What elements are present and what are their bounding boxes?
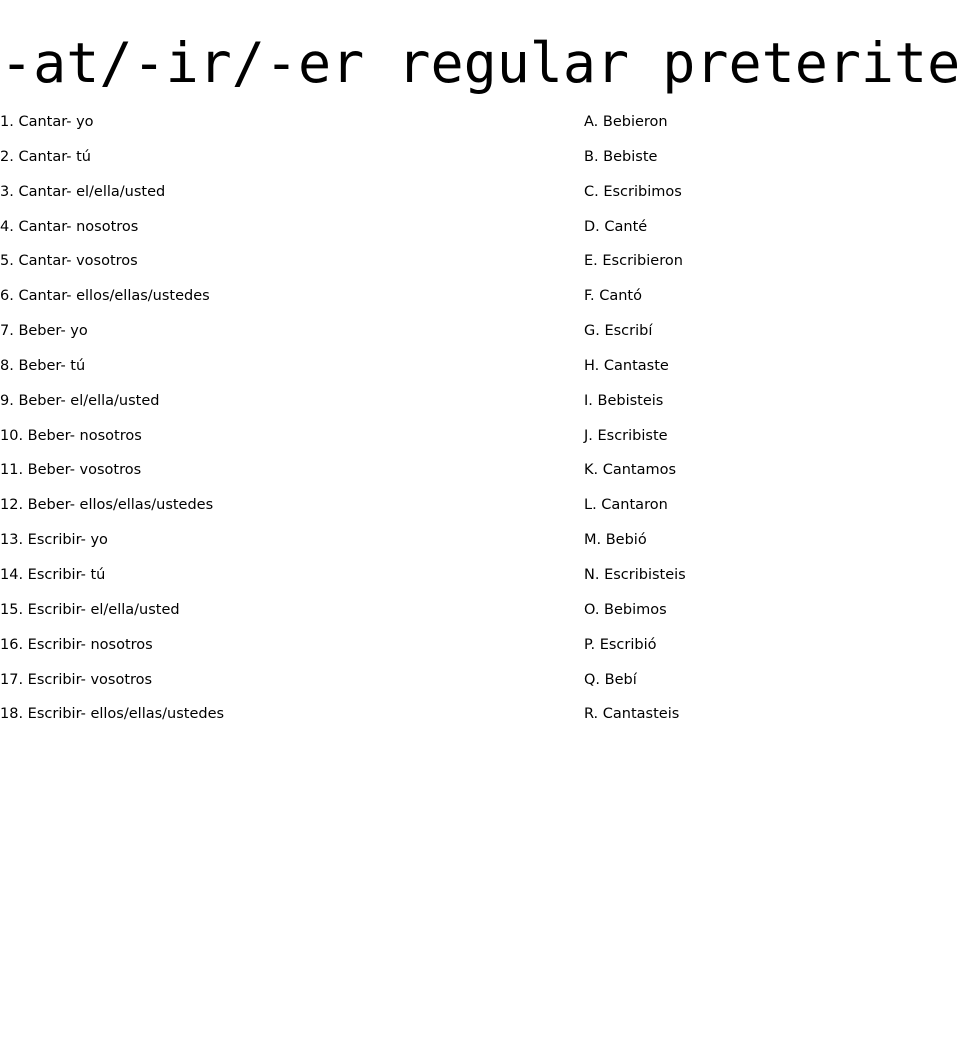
answers-list bbox=[584, 112, 814, 739]
answer-item: L. Cantaron bbox=[584, 497, 668, 514]
question-item: 11. Beber- vosotros bbox=[0, 462, 142, 479]
answer-item: I. Bebisteis bbox=[584, 392, 664, 409]
question-item: 10. Beber- nosotros bbox=[0, 427, 142, 444]
answer-item: G. Escribí bbox=[584, 323, 653, 340]
answer-item: Q. Bebí bbox=[584, 671, 637, 688]
answer-item: D. Canté bbox=[584, 218, 648, 235]
answer-item: C. Escribimos bbox=[584, 183, 682, 200]
answer-item: M. Bebió bbox=[584, 532, 647, 549]
question-item: 4. Cantar- nosotros bbox=[0, 218, 139, 235]
questions-list bbox=[0, 112, 560, 739]
answer-item: A. Bebieron bbox=[584, 114, 668, 130]
answer-item: J. Escribiste bbox=[584, 427, 668, 444]
answer-item: H. Cantaste bbox=[584, 357, 669, 374]
question-item: 13. Escribir- yo bbox=[0, 532, 108, 549]
answer-item: B. Bebiste bbox=[584, 148, 658, 165]
question-item: 16. Escribir- nosotros bbox=[0, 636, 153, 653]
question-item: 3. Cantar- el/ella/usted bbox=[0, 183, 166, 200]
question-item: 1. Cantar- yo bbox=[0, 114, 94, 130]
answer-item: E. Escribieron bbox=[584, 253, 683, 270]
answer-item: P. Escribió bbox=[584, 636, 657, 653]
question-item: 2. Cantar- tú bbox=[0, 148, 91, 165]
answer-item: R. Cantasteis bbox=[584, 706, 680, 723]
question-item: 8. Beber- tú bbox=[0, 357, 86, 374]
page-title: -at/-ir/-er regular preterite bbox=[0, 31, 960, 95]
question-item: 12. Beber- ellos/ellas/ustedes bbox=[0, 497, 214, 514]
question-item: 14. Escribir- tú bbox=[0, 566, 106, 583]
question-item: 15. Escribir- el/ella/usted bbox=[0, 601, 180, 618]
answer-item: K. Cantamos bbox=[584, 462, 677, 479]
question-item: 18. Escribir- ellos/ellas/ustedes bbox=[0, 706, 225, 723]
answer-item: O. Bebimos bbox=[584, 601, 667, 618]
answer-item: N. Escribisteis bbox=[584, 566, 686, 583]
question-item: 7. Beber- yo bbox=[0, 323, 88, 340]
question-item: 5. Cantar- vosotros bbox=[0, 253, 138, 270]
answer-item: F. Cantó bbox=[584, 288, 642, 305]
question-item: 9. Beber- el/ella/usted bbox=[0, 392, 160, 409]
question-item: 17. Escribir- vosotros bbox=[0, 671, 153, 688]
question-item: 6. Cantar- ellos/ellas/ustedes bbox=[0, 288, 210, 305]
